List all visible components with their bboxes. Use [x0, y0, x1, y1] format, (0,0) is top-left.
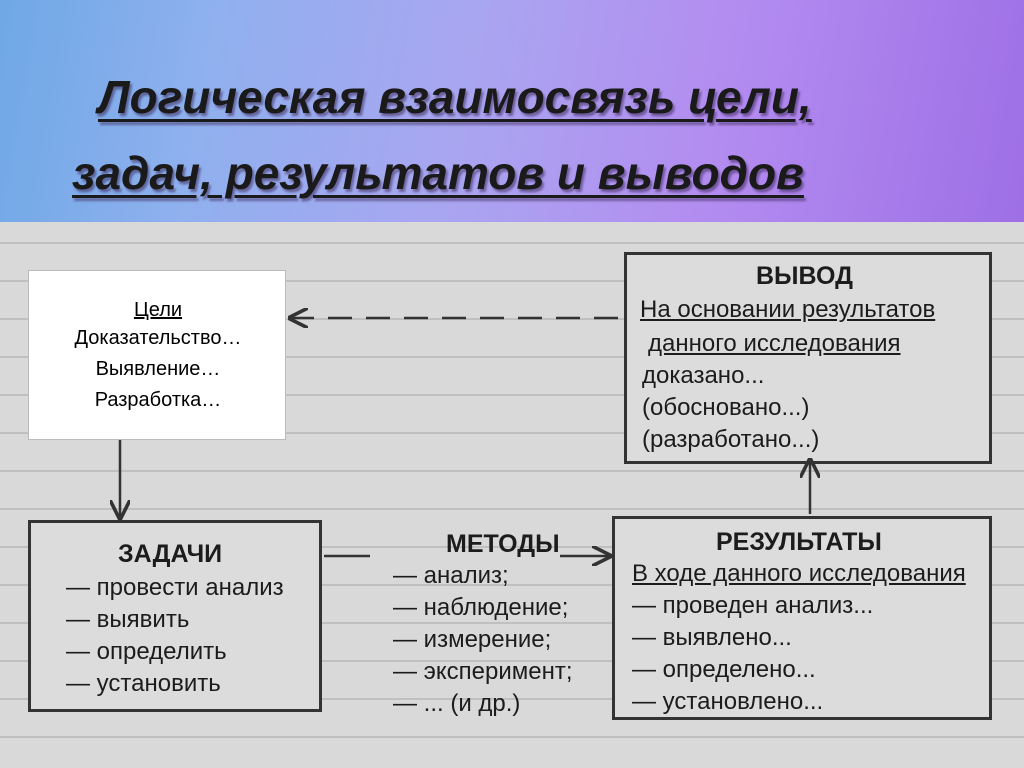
- tasks-line: — установить: [66, 670, 221, 697]
- results-heading: РЕЗУЛЬТАТЫ: [716, 528, 882, 556]
- methods-line: — измерение;: [393, 626, 552, 653]
- conclusion-heading: ВЫВОД: [756, 262, 853, 290]
- tasks-line: — выявить: [66, 606, 190, 633]
- methods-line: — эксперимент;: [393, 658, 573, 685]
- tasks-line: — определить: [66, 638, 227, 665]
- results-line: — проведен анализ...: [632, 592, 874, 619]
- tasks-heading: ЗАДАЧИ: [118, 540, 223, 568]
- conclusion-line: доказано...: [642, 362, 765, 389]
- results-line: — выявлено...: [632, 624, 792, 651]
- methods-line: — анализ;: [393, 562, 509, 589]
- conclusion-line: На основании результатов: [640, 296, 936, 323]
- conclusion-line: (разработано...): [642, 426, 820, 453]
- goals-item: Разработка…: [94, 389, 222, 411]
- goals-box: [28, 270, 286, 440]
- methods-line: — ... (и др.): [393, 690, 521, 717]
- goals-heading: Цели: [133, 299, 183, 321]
- results-line: — установлено...: [632, 688, 824, 715]
- tasks-line: — провести анализ: [66, 574, 284, 601]
- results-line: — определено...: [632, 656, 816, 683]
- conclusion-line: (обосновано...): [642, 394, 810, 421]
- title-line-1: Логическая взаимосвязь цели,: [98, 71, 812, 123]
- results-line: В ходе данного исследования: [632, 560, 966, 587]
- title-banner: [0, 0, 1024, 222]
- methods-heading: МЕТОДЫ: [446, 530, 560, 558]
- title-line-2: задач, результатов и выводов: [72, 147, 804, 199]
- goals-item: Доказательство…: [74, 327, 242, 349]
- goals-item: Выявление…: [95, 358, 221, 380]
- methods-line: — наблюдение;: [393, 594, 569, 621]
- conclusion-line: данного исследования: [648, 330, 901, 357]
